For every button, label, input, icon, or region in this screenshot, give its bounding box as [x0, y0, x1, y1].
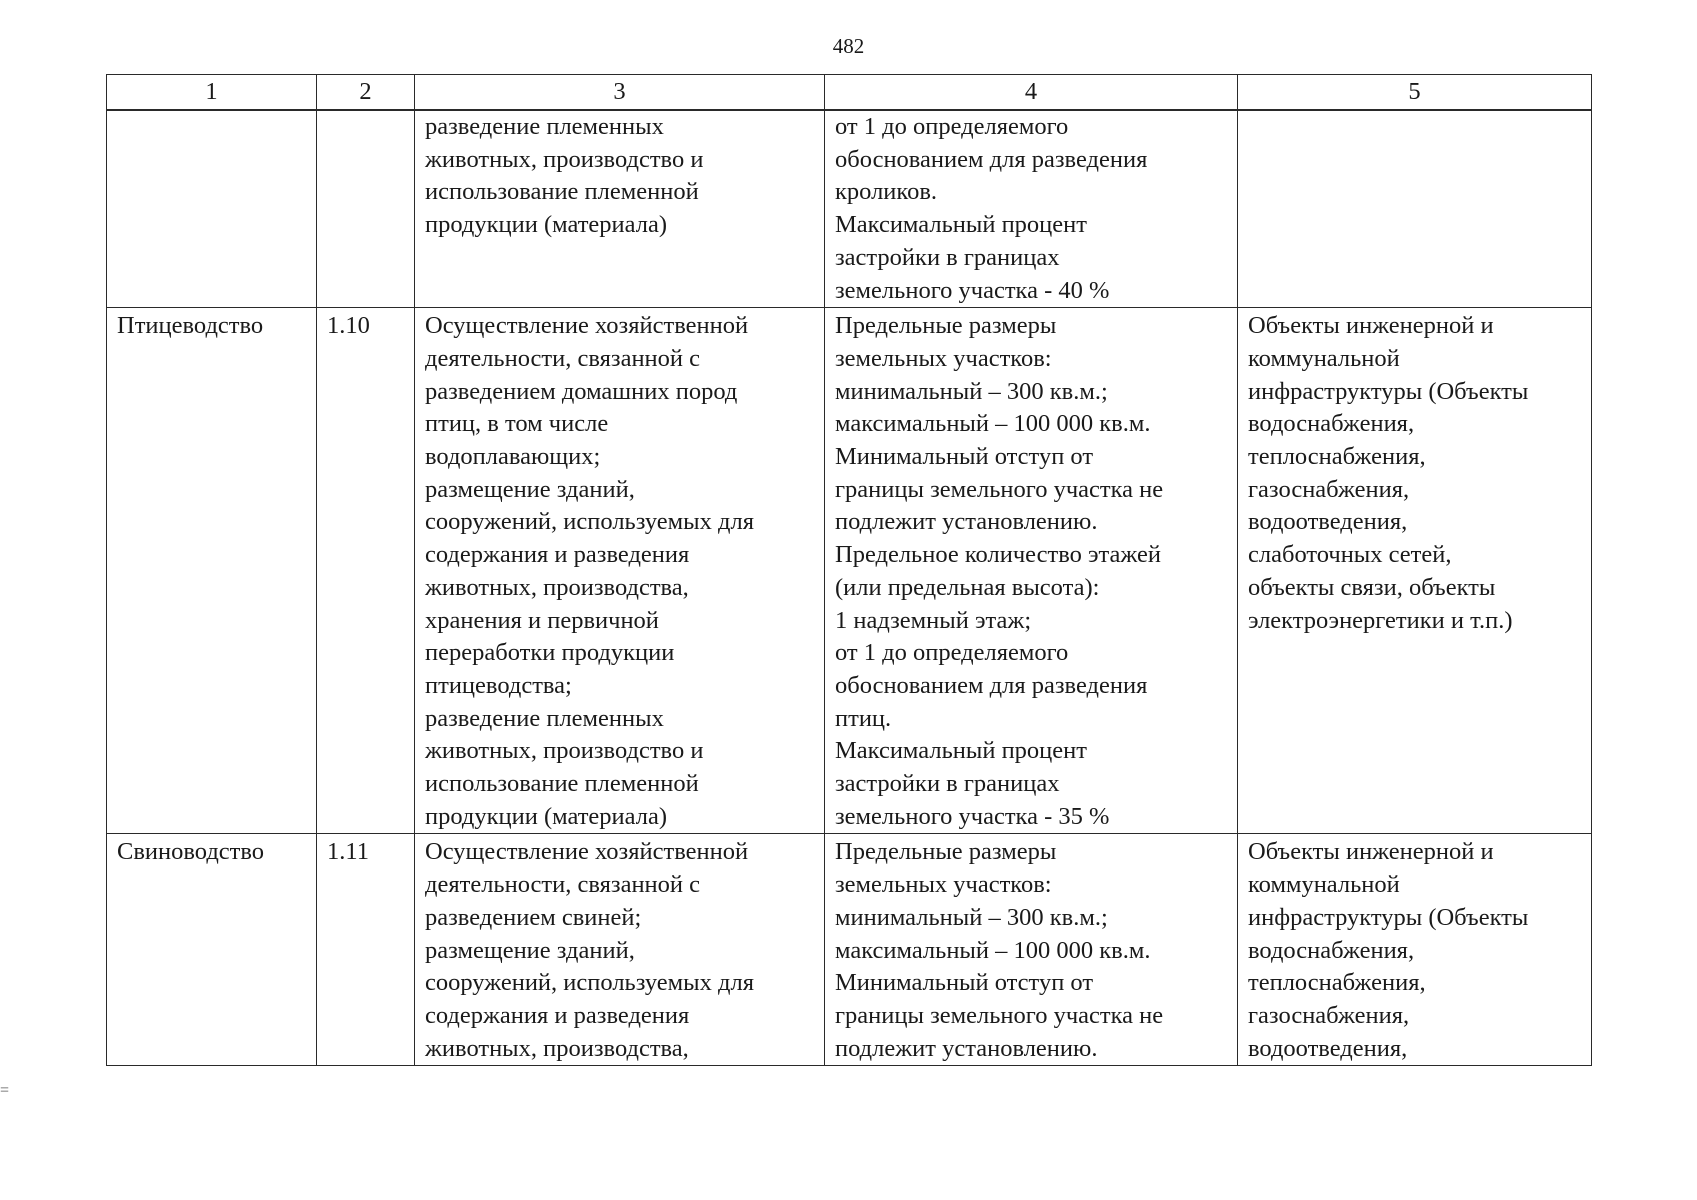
use-name-cell: Птицеводство: [107, 308, 317, 834]
use-name-cell: Свиноводство: [107, 834, 317, 1066]
use-code-cell: 1.10: [317, 308, 415, 834]
column-header-4: 4: [825, 75, 1238, 111]
auxiliary-uses-cell: [1238, 110, 1592, 308]
page-number: 482: [832, 34, 865, 58]
table-row: [107, 308, 1592, 834]
auxiliary-uses-cell: Объекты инженерной и коммунальной инфраструктуры (Объекты водоснабжения, теплоснабжения, газоснабжения, водоотведения, слаботочных сетей, объекты связи, объекты электроэнергетики и т.п.): [1238, 308, 1592, 834]
column-header-3: 3: [415, 75, 825, 111]
table-header-row: [107, 75, 1592, 111]
use-code-cell: 1.11: [317, 834, 415, 1066]
parameters-cell: Предельные размеры земельных участков: минимальный – 300 кв.м.; максимальный – 100 000 кв.м. Минимальный отступ от границы земельного участка не подлежит установлению.: [825, 834, 1238, 1066]
use-code-cell: [317, 110, 415, 308]
margin-mark: =: [0, 1082, 10, 1099]
use-name-cell: [107, 110, 317, 308]
use-description-cell: Осуществление хозяйственной деятельности, связанной с разведением домашних пород птиц, в том числе водоплавающих; размещение зданий, сооружений, используемых для содержания и разведения животных, производства, хранения и первичной переработки продукции птицеводства; разведение племенных животных, производство и использование племенной продукции (материала): [415, 308, 825, 834]
parameters-cell: от 1 до определяемого обоснованием для разведения кроликов. Максимальный процент застройки в границах земельного участка - 40 %: [825, 110, 1238, 308]
auxiliary-uses-cell: Объекты инженерной и коммунальной инфраструктуры (Объекты водоснабжения, теплоснабжения, газоснабжения, водоотведения,: [1238, 834, 1592, 1066]
column-header-2: 2: [317, 75, 415, 111]
table-row: [107, 834, 1592, 1066]
column-header-1: 1: [107, 75, 317, 111]
column-header-5: 5: [1238, 75, 1592, 111]
parameters-cell: Предельные размеры земельных участков: минимальный – 300 кв.м.; максимальный – 100 000 кв.м. Минимальный отступ от границы земельного участка не подлежит установлению. Предельное количество этажей (или предельная высота): 1 надземный этаж; от 1 до определяемого обоснованием для разведения птиц. Максимальный процент застройки в границах земельного участка - 35 %: [825, 308, 1238, 834]
zoning-table: [106, 74, 1592, 1066]
table-row: [107, 110, 1592, 308]
use-description-cell: разведение племенных животных, производство и использование племенной продукции (материала): [415, 110, 825, 308]
use-description-cell: Осуществление хозяйственной деятельности, связанной с разведением свиней; размещение зданий, сооружений, используемых для содержания и разведения животных, производства,: [415, 834, 825, 1066]
